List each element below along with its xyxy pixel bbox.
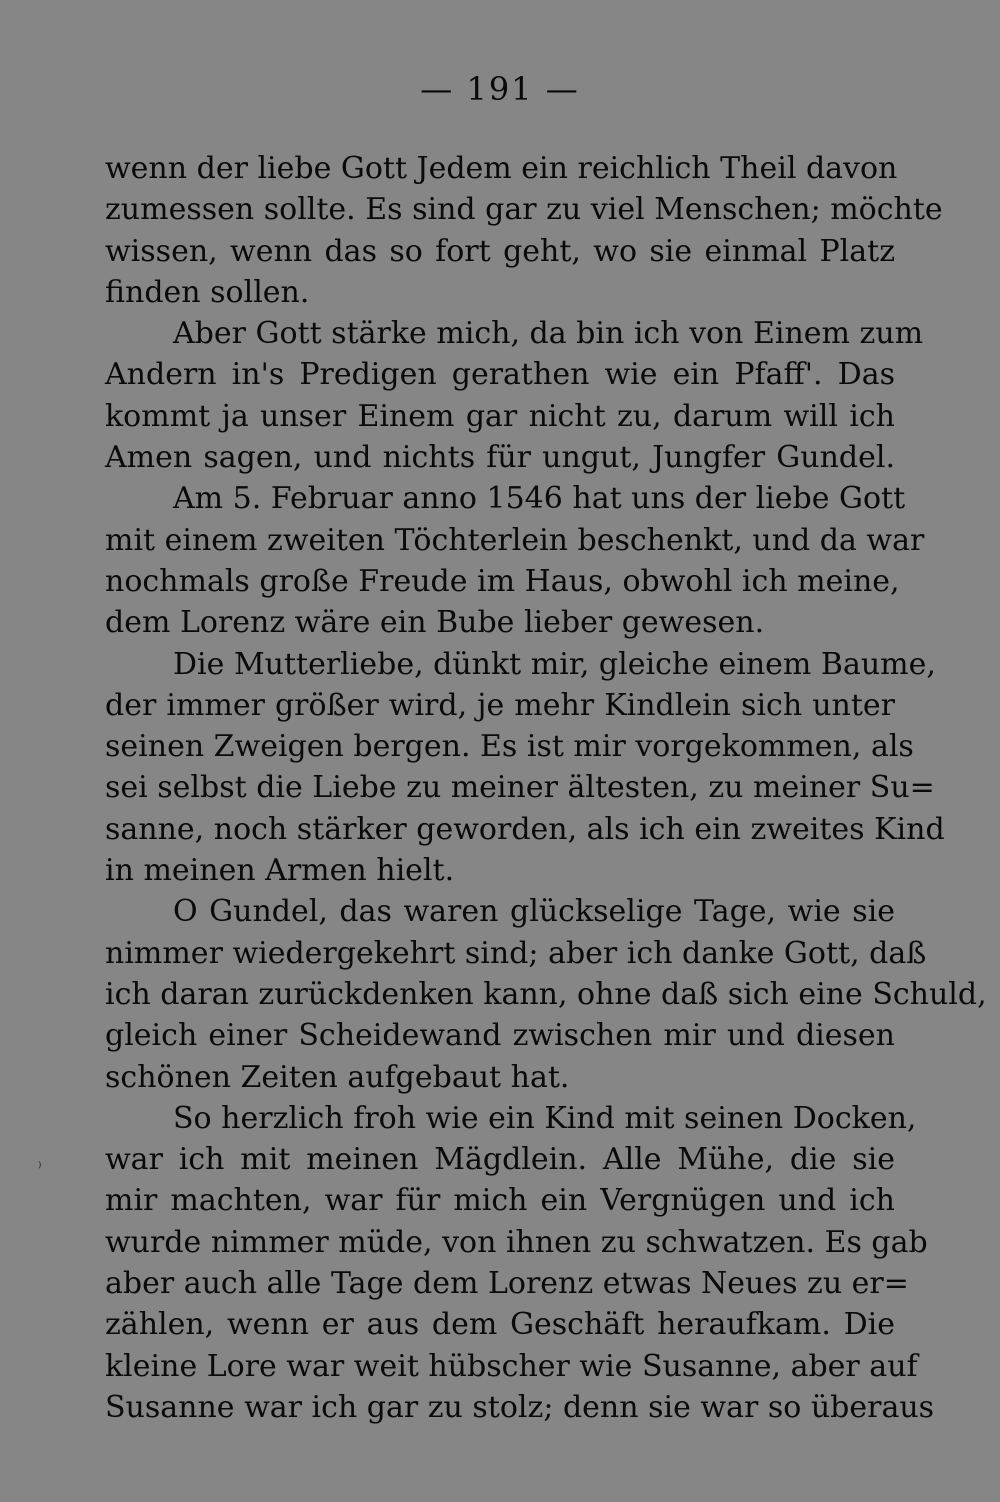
page-number: — 191 — [420,70,580,108]
text-line: seinen Zweigen bergen. Es ist mir vorgekommen, als [105,729,914,765]
margin-mark: ⁾ [38,1160,42,1176]
text-line: O Gundel, das waren glückselige Tage, wie sie [173,894,895,930]
text-line: zählen, wenn er aus dem Geschäft heraufkam. Die [105,1307,895,1343]
text-line: Andern in's Predigen gerathen wie ein Pfaff'. Das [105,357,895,393]
text-line: gleich einer Scheidewand zwischen mir und diesen [105,1018,895,1054]
text-line: finden sollen. [105,274,310,310]
text-line: sei selbst die Liebe zu meiner ältesten, zu meiner Su= [105,770,935,806]
text-line: Am 5. Februar anno 1546 hat uns der liebe Gott [173,481,906,517]
text-line: mir machten, war für mich ein Vergnügen und ich [105,1183,895,1219]
text-line: kommt ja unser Einem gar nicht zu, darum will ich [105,398,895,434]
text-line: Die Mutterliebe, dünkt mir, gleiche einem Baume, [173,646,936,682]
text-line: ich daran zurückdenken kann, ohne daß sich eine Schuld, [105,976,987,1012]
text-line: dem Lorenz wäre ein Bube lieber gewesen. [105,605,765,641]
text-line: wurde nimmer müde, von ihnen zu schwatzen. Es gab [105,1224,928,1260]
text-line: nimmer wiedergekehrt sind; aber ich danke Gott, daß [105,935,927,971]
text-line: Amen sagen, und nichts für ungut, Jungfer Gundel. [105,440,895,476]
text-line: wissen, wenn das so fort geht, wo sie einmal Platz [105,233,895,269]
text-line: So herzlich froh wie ein Kind mit seinen Docken, [173,1100,917,1136]
text-line: war ich mit meinen Mägdlein. Alle Mühe, die sie [105,1142,895,1178]
text-line: kleine Lore war weit hübscher wie Susanne, aber auf [105,1348,918,1384]
text-line: zumessen sollte. Es sind gar zu viel Menschen; möchte [105,192,943,228]
text-line: in meinen Armen hielt. [105,853,455,889]
text-line: der immer größer wird, je mehr Kindlein sich unter [105,687,895,723]
text-line: wenn der liebe Gott Jedem ein reichlich Theil davon [105,151,898,186]
text-line: sanne, noch stärker geworden, als ich ein zweites Kind [105,811,945,847]
text-line: Susanne war ich gar zu stolz; denn sie war so überaus [105,1389,935,1425]
text-line: mit einem zweiten Töchterlein beschenkt, und da war [105,522,925,558]
text-line: schönen Zeiten aufgebaut hat. [105,1059,570,1095]
body-text [105,148,987,1428]
text-line: Aber Gott stärke mich, da bin ich von Einem zum [173,316,924,352]
text-line: aber auch alle Tage dem Lorenz etwas Neues zu er= [105,1266,909,1302]
text-line: nochmals große Freude im Haus, obwohl ich meine, [105,563,900,599]
